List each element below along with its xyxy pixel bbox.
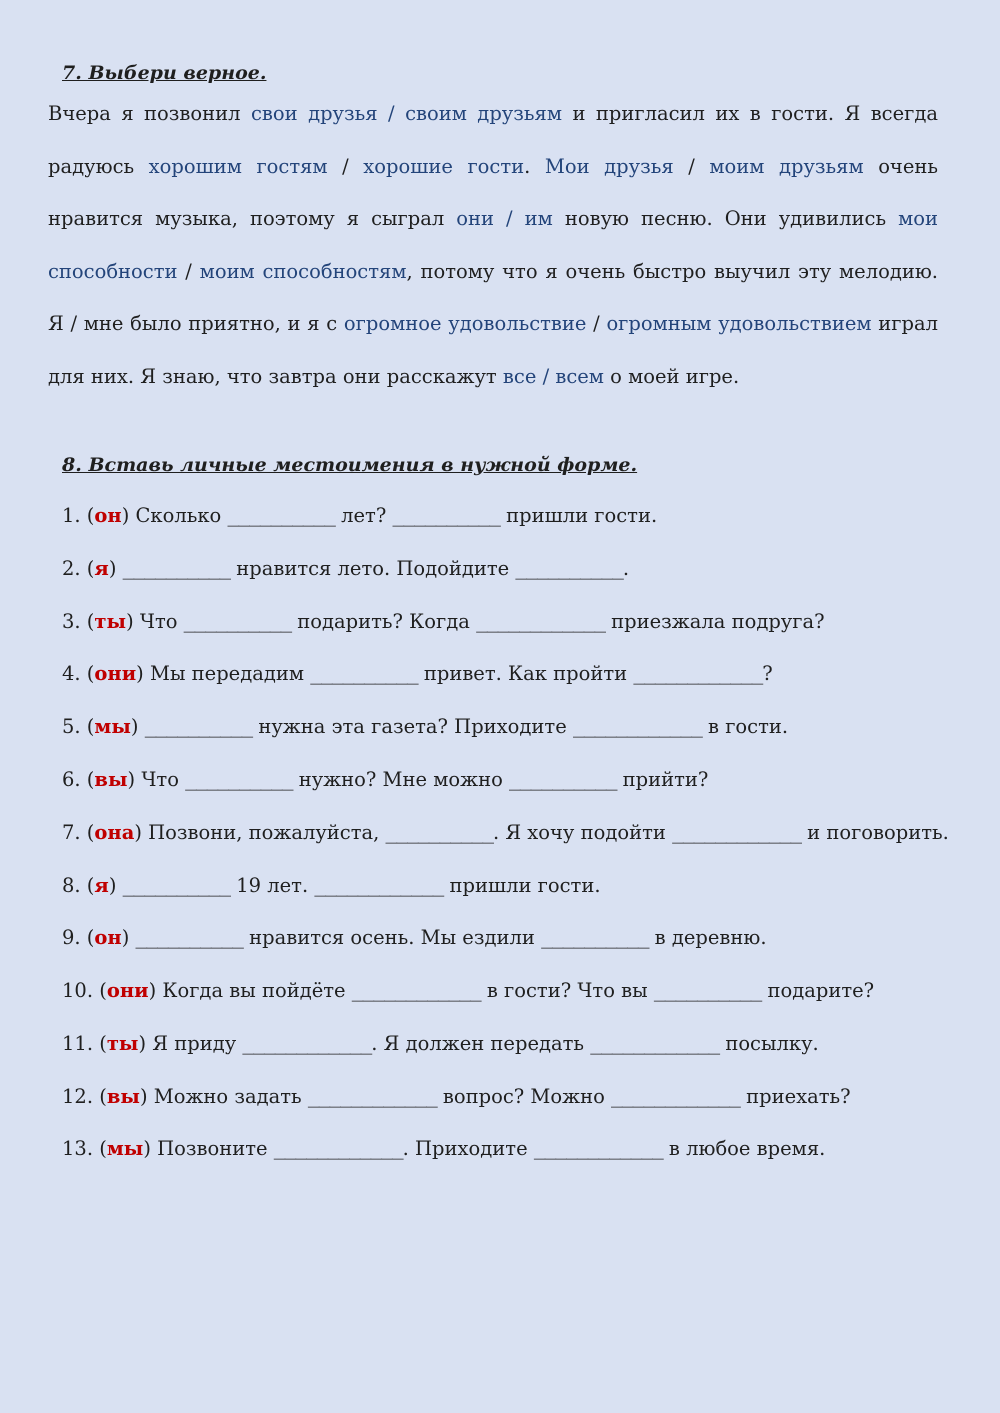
row-text: в деревню. — [648, 926, 767, 949]
row-text: 19 лет. — [230, 874, 315, 897]
row-number: 5. ( — [62, 715, 95, 738]
row-text: нужно? Мне можно — [292, 768, 510, 791]
pronoun-hint: вы — [106, 1085, 140, 1108]
row-text: пришли гости. — [443, 874, 601, 897]
answer-blank[interactable]: __________ — [509, 768, 617, 791]
row-paren: ) — [121, 504, 130, 527]
row-number: 6. ( — [62, 768, 95, 791]
row-number: 13. ( — [62, 1137, 107, 1160]
row-text: в гости? Что вы — [480, 979, 654, 1002]
option-choice[interactable]: огромным удовольствием — [606, 312, 872, 336]
row-number: 9. ( — [62, 926, 95, 949]
row-number: 12. ( — [62, 1085, 107, 1108]
row-text: Позвони, пожалуйста, — [141, 821, 386, 844]
exercise-row — [62, 1137, 825, 1160]
task7-text: Вчера я позвонил — [48, 102, 251, 125]
option-choice[interactable]: все — [502, 364, 537, 388]
row-paren: ) — [127, 768, 136, 791]
answer-blank[interactable]: ____________ — [314, 874, 444, 897]
row-text: Что — [135, 768, 186, 791]
answer-blank[interactable]: __________ — [144, 715, 253, 738]
task7-text: . — [524, 154, 545, 178]
row-paren: ) — [139, 1085, 148, 1108]
option-separator: / — [536, 364, 556, 388]
row-paren: ) — [126, 610, 134, 633]
answer-blank[interactable]: ____________ — [572, 715, 702, 738]
option-choice[interactable]: мои способности — [48, 207, 938, 283]
row-text: пришли гости. — [499, 504, 658, 527]
row-text: Мы передадим — [143, 662, 311, 685]
exercise-row — [62, 821, 949, 844]
task7-text: и пригласил их в гости. Я всегда радуюсь — [48, 102, 938, 178]
pronoun-hint: я — [94, 874, 109, 897]
row-text: посылку. — [719, 1032, 819, 1055]
option-separator: / — [327, 154, 364, 178]
exercise-row — [62, 557, 629, 580]
option-separator: / — [673, 154, 710, 178]
row-paren: ) — [148, 979, 157, 1002]
answer-blank[interactable]: ____________ — [611, 1085, 740, 1108]
row-number: 2. ( — [62, 557, 95, 580]
row-text: Я приду — [146, 1032, 243, 1055]
task7-text: очень нравится музыка, поэтому я сыграл — [48, 154, 938, 231]
option-choice[interactable]: всем — [555, 364, 604, 388]
row-text: прийти? — [616, 768, 709, 791]
option-choice[interactable]: своим друзьям — [405, 102, 562, 125]
row-text: приезжала подруга? — [604, 610, 825, 633]
row-paren: ) — [136, 662, 144, 685]
row-paren: ) — [143, 1137, 151, 1160]
option-separator: / — [586, 312, 607, 336]
row-text: . Я должен передать — [371, 1032, 591, 1055]
option-choice[interactable]: им — [524, 207, 553, 231]
option-choice[interactable]: хорошим гостям — [148, 154, 328, 178]
pronoun-hint: ты — [106, 1032, 139, 1055]
row-text: Что — [133, 610, 184, 633]
option-choice[interactable]: Мои друзья — [544, 154, 674, 178]
row-paren: ) — [108, 557, 117, 580]
exercise-row — [62, 504, 657, 527]
answer-blank[interactable]: __________ — [122, 557, 231, 580]
row-text: . Приходите — [402, 1137, 534, 1160]
pronoun-hint: я — [94, 557, 109, 580]
answer-blank[interactable]: __________ — [392, 504, 500, 527]
task8-heading: 8. Вставь личные местоимения в нужной форме. — [62, 454, 638, 476]
row-number: 1. ( — [62, 504, 95, 527]
row-text: . Я хочу подойти — [492, 821, 673, 844]
pronoun-hint: они — [94, 662, 137, 685]
answer-blank[interactable]: ____________ — [351, 979, 481, 1002]
row-text: и поговорить. — [800, 821, 949, 844]
answer-blank[interactable]: ____________ — [590, 1032, 720, 1055]
task7-text: о моей игре. — [603, 364, 740, 388]
row-text: Когда вы пойдёте — [156, 979, 352, 1002]
answer-blank[interactable]: __________ — [183, 610, 292, 633]
answer-blank[interactable]: __________ — [310, 662, 418, 685]
pronoun-hint: она — [94, 821, 135, 844]
answer-blank[interactable]: ____________ — [633, 662, 763, 685]
exercise-row — [62, 1085, 851, 1108]
row-paren: ) — [134, 821, 142, 844]
answer-blank[interactable]: __________ — [122, 874, 231, 897]
answer-blank[interactable]: __________ — [541, 926, 649, 949]
pronoun-hint: они — [106, 979, 149, 1002]
row-text: подарите? — [761, 979, 875, 1002]
row-number: 10. ( — [62, 979, 107, 1002]
option-separator: / — [494, 207, 525, 231]
option-choice[interactable]: свои друзья — [250, 102, 378, 125]
row-text: приехать? — [739, 1085, 851, 1108]
pronoun-hint: вы — [94, 768, 128, 791]
exercise-row — [62, 768, 708, 791]
row-number: 11. ( — [62, 1032, 107, 1055]
task7-text: , потому что я очень быстро выучил эту мелодию. Я / мне было приятно, и я с — [48, 259, 939, 336]
row-number: 8. ( — [62, 874, 95, 897]
exercise-row — [62, 662, 773, 685]
row-text: Сколько — [129, 504, 228, 527]
row-text: в гости. — [701, 715, 789, 738]
answer-blank[interactable]: ____________ — [476, 610, 605, 633]
pronoun-hint: ты — [94, 610, 127, 633]
option-choice[interactable]: огромное удовольствие — [343, 312, 587, 336]
exercise-row — [62, 610, 825, 633]
pronoun-hint: он — [94, 504, 122, 527]
option-separator: / — [177, 259, 200, 283]
answer-blank[interactable]: __________ — [227, 504, 335, 527]
answer-blank[interactable]: __________ — [515, 557, 623, 580]
option-choice[interactable]: моим способностям — [199, 259, 407, 283]
exercise-row — [62, 874, 601, 897]
task7-heading: 7. Выбери верное. — [62, 62, 267, 84]
row-paren: ) — [121, 926, 130, 949]
exercise-row — [62, 715, 788, 738]
row-text: нравится осень. Мы ездили — [242, 926, 542, 949]
row-text: в любое время. — [662, 1137, 826, 1160]
answer-blank[interactable]: ____________ — [672, 821, 801, 844]
row-text: лет? — [334, 504, 393, 527]
exercise-row — [62, 1032, 819, 1055]
answer-blank[interactable]: ____________ — [533, 1137, 663, 1160]
answer-blank[interactable]: ____________ — [273, 1137, 403, 1160]
answer-blank[interactable]: __________ — [185, 768, 293, 791]
option-choice[interactable]: моим друзьям — [709, 154, 864, 178]
row-text: подарить? Когда — [291, 610, 477, 633]
row-paren: ) — [138, 1032, 147, 1055]
task7-text: играл для них. Я знаю, что завтра они расскажут — [48, 312, 938, 388]
answer-blank[interactable]: __________ — [653, 979, 762, 1002]
row-text: ? — [762, 662, 773, 685]
answer-blank[interactable]: ____________ — [307, 1085, 437, 1108]
row-text: Позвоните — [150, 1137, 274, 1160]
row-text: вопрос? Можно — [436, 1085, 612, 1108]
option-choice[interactable]: хорошие гости — [363, 154, 525, 178]
answer-blank[interactable]: __________ — [385, 821, 493, 844]
answer-blank[interactable]: ____________ — [242, 1032, 372, 1055]
row-paren: ) — [108, 874, 117, 897]
answer-blank[interactable]: __________ — [135, 926, 243, 949]
option-separator: / — [377, 102, 406, 125]
pronoun-hint: мы — [94, 715, 131, 738]
task7-text: новую песню. Они удивились — [552, 207, 899, 231]
option-choice[interactable]: они — [456, 207, 495, 231]
row-text: . — [622, 557, 630, 580]
row-text: нравится лето. Подойдите — [230, 557, 516, 580]
row-paren: ) — [130, 715, 139, 738]
row-number: 3. ( — [62, 610, 95, 633]
exercise-row — [62, 979, 874, 1002]
exercise-row — [62, 926, 767, 949]
row-text: привет. Как пройти — [417, 662, 634, 685]
row-text: Можно задать — [147, 1085, 308, 1108]
row-number: 4. ( — [62, 662, 95, 685]
pronoun-hint: мы — [106, 1137, 144, 1160]
pronoun-hint: он — [94, 926, 122, 949]
row-number: 7. ( — [62, 821, 95, 844]
row-text: нужна эта газета? Приходите — [252, 715, 573, 738]
task7-paragraph — [48, 88, 938, 404]
